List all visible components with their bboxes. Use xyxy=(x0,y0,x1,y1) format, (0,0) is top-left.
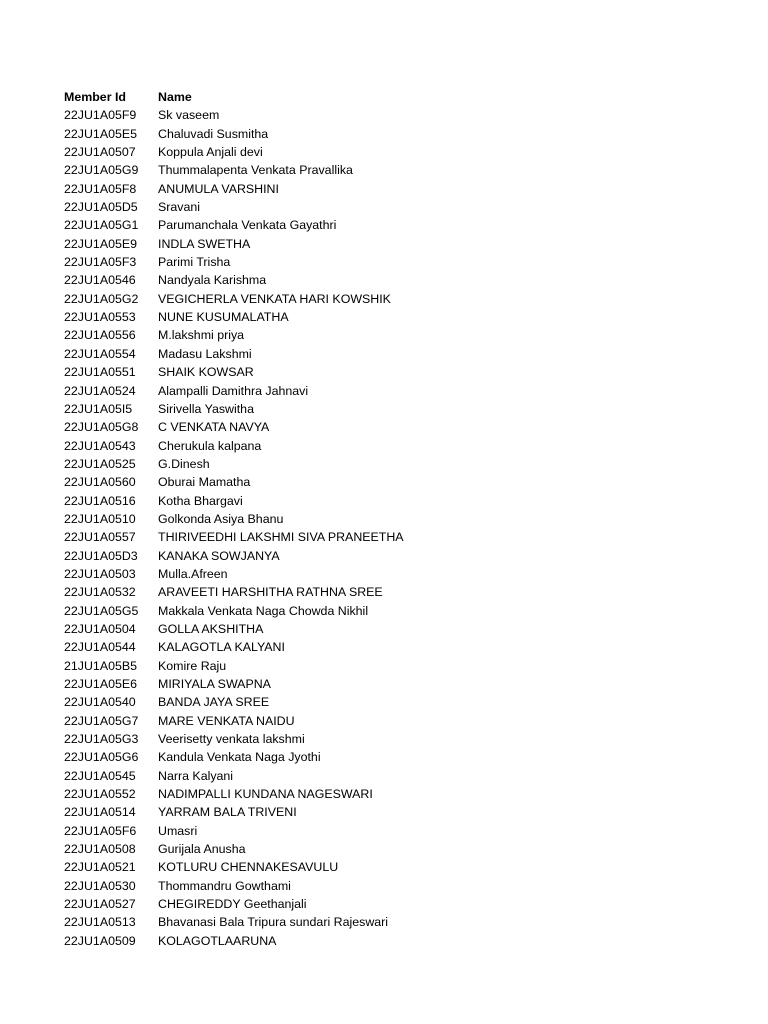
table-row xyxy=(64,657,744,675)
member-id-cell: 22JU1A05D5 xyxy=(64,200,138,215)
member-id-cell: 22JU1A05E6 xyxy=(64,677,138,691)
member-id-cell: 22JU1A0521 xyxy=(64,860,136,875)
table-row xyxy=(64,895,744,913)
table-row xyxy=(64,271,744,289)
member-name-cell: Parimi Trisha xyxy=(158,255,231,270)
member-name-cell: KOLAGOTLAARUNA xyxy=(158,933,277,948)
table-row xyxy=(64,932,744,950)
member-id-cell: 22JU1A05G3 xyxy=(64,732,139,747)
member-id-cell: 22JU1A05I5 xyxy=(64,401,133,416)
member-name-cell: NADIMPALLI KUNDANA NAGESWARI xyxy=(158,787,373,802)
member-id-cell: 22JU1A0554 xyxy=(64,346,136,361)
member-name-cell: Nandyala Karishma xyxy=(158,273,267,288)
table-row xyxy=(64,528,744,546)
member-id-cell: 22JU1A0532 xyxy=(64,585,136,600)
table-row xyxy=(64,840,744,858)
member-name-cell: GOLLA AKSHITHA xyxy=(158,621,264,636)
member-id-cell: 22JU1A05G2 xyxy=(64,291,139,306)
member-id-cell: 22JU1A05F6 xyxy=(64,823,137,838)
member-id-cell: 22JU1A05G1 xyxy=(64,218,139,233)
member-name-cell: Bhavanasi Bala Tripura sundari Rajeswari xyxy=(158,915,389,930)
table-row xyxy=(64,290,744,308)
table-row xyxy=(64,693,744,711)
table-row xyxy=(64,198,744,216)
member-name-cell: THIRIVEEDHI LAKSHMI SIVA PRANEETHA xyxy=(158,530,404,545)
member-name-cell: Mulla.Afreen xyxy=(158,566,228,581)
member-name-cell: Komire Raju xyxy=(158,658,227,673)
table-row xyxy=(64,730,744,748)
member-name-cell: Parumanchala Venkata Gayathri xyxy=(158,218,337,233)
member-name-cell: MARE VENKATA NAIDU xyxy=(158,713,295,728)
table-header-row xyxy=(64,88,744,106)
table-row xyxy=(64,547,744,565)
member-name-cell: YARRAM BALA TRIVENI xyxy=(158,805,297,820)
table-body xyxy=(64,106,744,950)
member-id-cell: 22JU1A05G8 xyxy=(64,420,139,435)
member-id-cell: 22JU1A0504 xyxy=(64,621,136,636)
table-row xyxy=(64,235,744,253)
table-row xyxy=(64,161,744,179)
member-name-cell: G.Dinesh xyxy=(158,456,210,471)
member-id-cell: 22JU1A0524 xyxy=(64,383,136,398)
member-id-cell: 22JU1A0527 xyxy=(64,897,136,912)
member-name-cell: Chaluvadi Susmitha xyxy=(158,126,269,141)
member-id-cell: 22JU1A0514 xyxy=(64,805,136,820)
member-id-cell: 22JU1A0546 xyxy=(64,273,136,288)
member-id-cell: 22JU1A05F9 xyxy=(64,108,137,123)
table-row xyxy=(64,382,744,400)
member-id-cell: 22JU1A05E5 xyxy=(64,126,138,141)
member-name-cell: Thummalapenta Venkata Pravallika xyxy=(158,163,353,178)
member-name-cell: BANDA JAYA SREE xyxy=(158,695,270,710)
member-id-cell: 22JU1A0507 xyxy=(64,145,136,160)
member-id-cell: 22JU1A05D3 xyxy=(64,548,138,563)
member-name-cell: Golkonda Asiya Bhanu xyxy=(158,511,284,526)
table-row xyxy=(64,418,744,436)
column-header-name: Name xyxy=(158,90,192,104)
table-row xyxy=(64,583,744,601)
member-name-cell: KANAKA SOWJANYA xyxy=(158,548,280,563)
member-id-cell: 22JU1A0516 xyxy=(64,493,136,508)
table-row xyxy=(64,858,744,876)
member-id-cell: 22JU1A0551 xyxy=(64,365,136,380)
table-row xyxy=(64,767,744,785)
member-name-cell: Veerisetty venkata lakshmi xyxy=(158,732,305,747)
table-row xyxy=(64,822,744,840)
member-id-cell: 22JU1A0552 xyxy=(64,787,136,802)
table-row xyxy=(64,877,744,895)
table-row xyxy=(64,216,744,234)
table-row xyxy=(64,125,744,143)
member-id-cell: 22JU1A0560 xyxy=(64,475,136,490)
table-row xyxy=(64,620,744,638)
table-row xyxy=(64,803,744,821)
member-id-cell: 22JU1A0509 xyxy=(64,933,136,948)
table-row xyxy=(64,345,744,363)
member-id-cell: 22JU1A05G6 xyxy=(64,750,139,765)
member-name-cell: ARAVEETI HARSHITHA RATHNA SREE xyxy=(158,585,383,600)
member-name-cell: Narra Kalyani xyxy=(158,768,234,783)
table-row xyxy=(64,363,744,381)
member-name-cell: Sk vaseem xyxy=(158,108,220,123)
member-id-cell: 22JU1A0503 xyxy=(64,566,136,581)
table-row xyxy=(64,180,744,198)
table-row xyxy=(64,785,744,803)
table-row xyxy=(64,913,744,931)
member-name-cell: NUNE KUSUMALATHA xyxy=(158,310,289,325)
member-id-cell: 22JU1A0553 xyxy=(64,310,136,325)
member-name-cell: MIRIYALA SWAPNA xyxy=(158,677,271,691)
column-header-member-id: Member Id xyxy=(64,90,126,104)
table-row xyxy=(64,565,744,583)
member-name-cell: Kandula Venkata Naga Jyothi xyxy=(158,750,321,765)
table-row xyxy=(64,455,744,473)
table-row xyxy=(64,638,744,656)
table-row xyxy=(64,143,744,161)
member-name-cell: M.lakshmi priya xyxy=(158,328,245,343)
member-id-cell: 22JU1A0545 xyxy=(64,768,136,783)
member-id-cell: 22JU1A0525 xyxy=(64,456,136,471)
member-id-cell: 22JU1A05E9 xyxy=(64,236,138,251)
table-row xyxy=(64,748,744,766)
member-name-cell: CHEGIREDDY Geethanjali xyxy=(158,897,307,912)
member-name-cell: Oburai Mamatha xyxy=(158,475,251,490)
member-name-cell: Umasri xyxy=(158,823,198,838)
member-name-cell: Makkala Venkata Naga Chowda Nikhil xyxy=(158,603,369,618)
table-row xyxy=(64,712,744,730)
member-id-cell: 22JU1A0543 xyxy=(64,438,136,453)
member-name-cell: Kotha Bhargavi xyxy=(158,493,243,508)
table-row xyxy=(64,326,744,344)
member-name-cell: Cherukula kalpana xyxy=(158,438,262,453)
member-name-cell: Sirivella Yaswitha xyxy=(158,401,254,416)
member-name-cell: VEGICHERLA VENKATA HARI KOWSHIK xyxy=(158,291,391,306)
member-id-cell: 22JU1A0508 xyxy=(64,842,136,857)
member-id-cell: 21JU1A05B5 xyxy=(64,658,138,673)
member-id-cell: 22JU1A0557 xyxy=(64,530,136,545)
member-name-cell: C VENKATA NAVYA xyxy=(158,420,270,435)
member-name-cell: INDLA SWETHA xyxy=(158,236,251,251)
member-id-cell: 22JU1A0556 xyxy=(64,328,136,343)
member-name-cell: KALAGOTLA KALYANI xyxy=(158,640,285,655)
table-row xyxy=(64,602,744,620)
member-id-cell: 22JU1A0513 xyxy=(64,915,136,930)
member-id-cell: 22JU1A0510 xyxy=(64,511,136,526)
member-name-cell: ANUMULA VARSHINI xyxy=(158,181,279,196)
member-name-cell: Madasu Lakshmi xyxy=(158,346,252,361)
member-id-cell: 22JU1A05F8 xyxy=(64,181,137,196)
table-row xyxy=(64,106,744,124)
member-id-cell: 22JU1A0544 xyxy=(64,640,136,655)
table-row xyxy=(64,253,744,271)
member-id-cell: 22JU1A05G5 xyxy=(64,603,139,618)
table-row xyxy=(64,308,744,326)
member-id-cell: 22JU1A05G9 xyxy=(64,163,139,178)
table-row xyxy=(64,437,744,455)
table-row xyxy=(64,473,744,491)
member-name-cell: KOTLURU CHENNAKESAVULU xyxy=(158,860,339,875)
member-name-cell: Thommandru Gowthami xyxy=(158,878,291,893)
member-name-cell: SHAIK KOWSAR xyxy=(158,365,254,380)
table-row xyxy=(64,510,744,528)
member-id-cell: 22JU1A0540 xyxy=(64,695,136,710)
member-id-cell: 22JU1A05F3 xyxy=(64,255,137,270)
member-name-cell: Koppula Anjali devi xyxy=(158,145,263,160)
table-row xyxy=(64,675,744,693)
member-id-cell: 22JU1A0530 xyxy=(64,878,136,893)
member-table xyxy=(64,88,744,950)
member-name-cell: Gurijala Anusha xyxy=(158,842,246,857)
member-name-cell: Alampalli Damithra Jahnavi xyxy=(158,383,309,398)
member-id-cell: 22JU1A05G7 xyxy=(64,713,139,728)
table-row xyxy=(64,400,744,418)
table-row xyxy=(64,492,744,510)
member-name-cell: Sravani xyxy=(158,200,201,215)
